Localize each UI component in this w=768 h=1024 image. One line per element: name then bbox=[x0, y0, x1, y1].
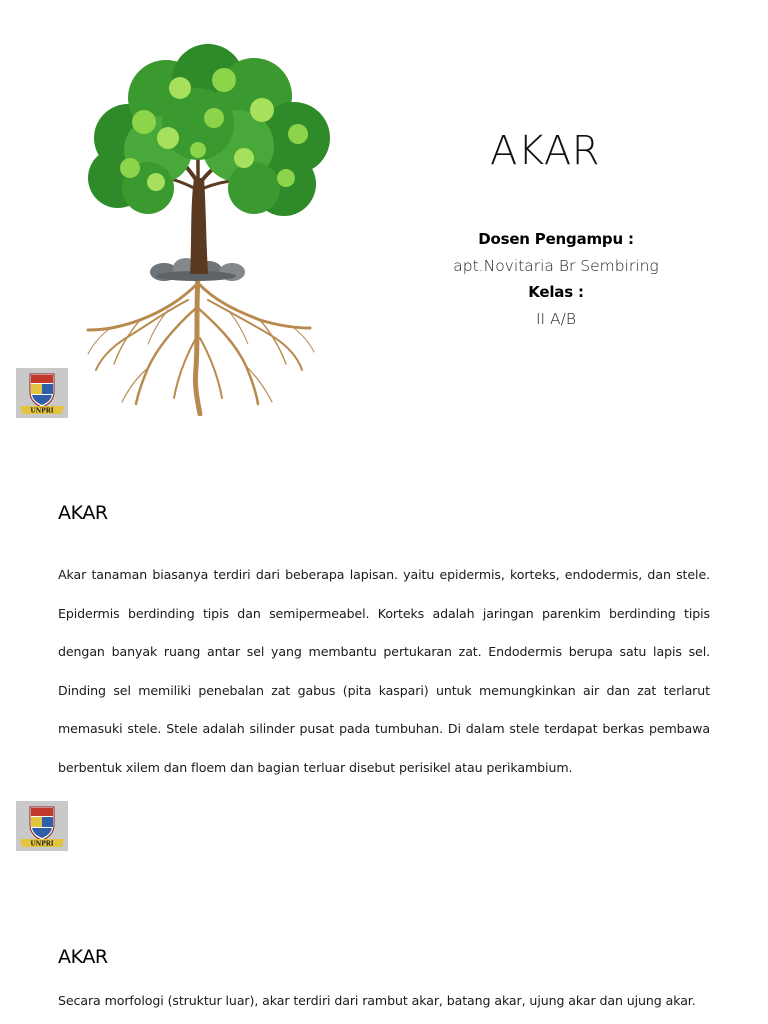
logo-text: UNPRI bbox=[30, 840, 54, 848]
unpri-logo-icon bbox=[16, 368, 68, 418]
class-value: II A/B bbox=[535, 309, 577, 328]
slide-body-text: Akar tanaman biasanya terdiri dari beberapa lapisan. yaitu epidermis, korteks, endodermis, dan stele. Epidermis berdinding tipis dan semipermeabel. Korteks adalah jaringan parenkim berdinding tipis dengan banyak ruang antar sel yang membantu pertukaran zat. Endodermis berupa satu lapis sel. Dinding sel memiliki penebalan zat gabus (pita kaspari) untuk memungkinkan air dan zat terlarut memasuki stele. Stele adalah silinder pusat pada tumbuhan. Di dalam stele terdapat berkas pembawa berbentuk xilem dan floem dan bagian terluar disebut perisikel atau perikambium. bbox=[58, 567, 710, 775]
lecturer-name: apt.Novitaria Br Sembiring bbox=[453, 256, 659, 275]
slide-heading: AKAR bbox=[58, 946, 108, 968]
foliage bbox=[88, 44, 330, 216]
presentation-meta bbox=[420, 226, 692, 332]
logo-text: UNPRI bbox=[30, 407, 54, 415]
roots bbox=[88, 276, 314, 414]
content-slide-anatomy bbox=[0, 432, 768, 864]
class-label: Kelas : bbox=[528, 283, 584, 301]
title-slide bbox=[0, 0, 768, 432]
trunk bbox=[190, 178, 208, 274]
slide-heading: AKAR bbox=[58, 502, 108, 524]
unpri-logo-icon bbox=[16, 801, 68, 851]
content-slide-morphology bbox=[0, 864, 768, 1024]
lecturer-label: Dosen Pengampu : bbox=[478, 230, 634, 248]
slide-body-text: Secara morfologi (struktur luar), akar terdiri dari rambut akar, batang akar, ujung akar dan ujung akar. bbox=[58, 993, 696, 1008]
tree-with-roots-illustration bbox=[48, 38, 348, 416]
presentation-title: AKAR bbox=[489, 128, 601, 174]
